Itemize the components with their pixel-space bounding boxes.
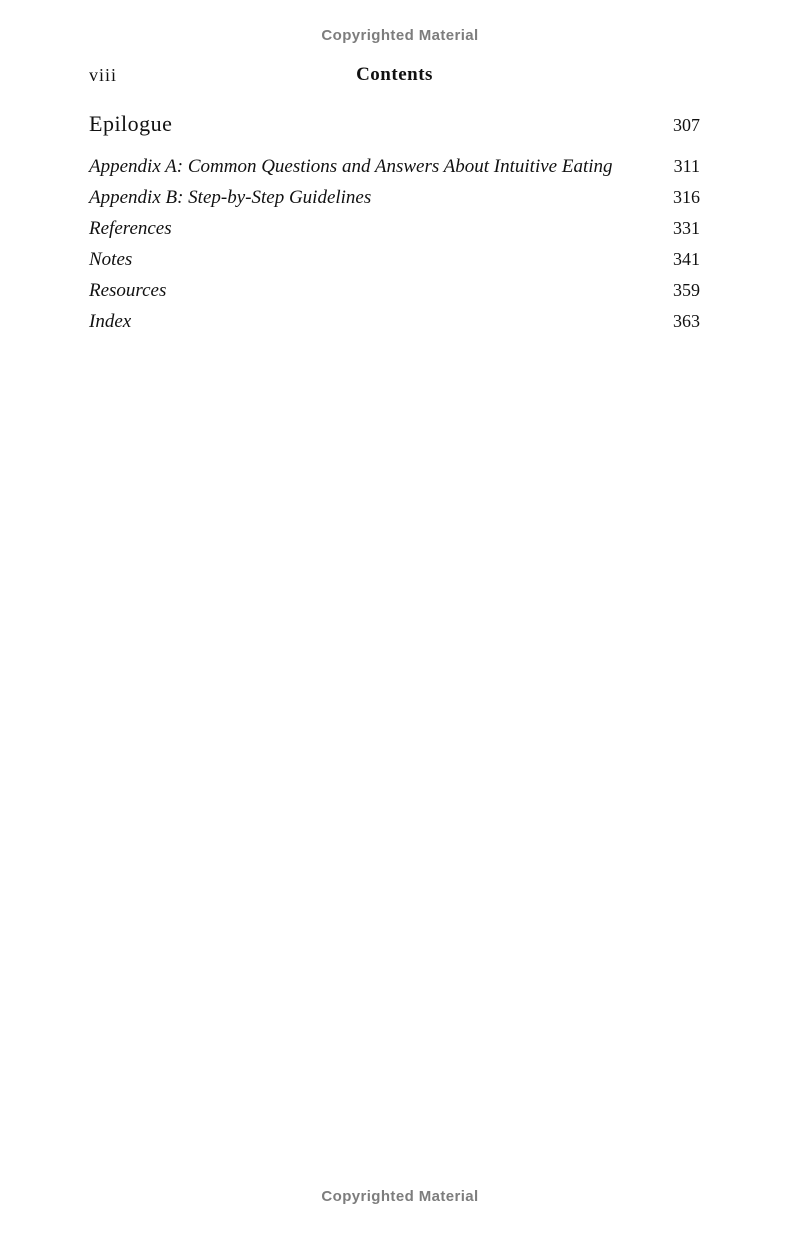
toc-entry-title: Epilogue xyxy=(89,111,173,136)
toc-entry-title: Notes xyxy=(89,249,133,270)
copyright-banner-bottom: Copyrighted Material xyxy=(321,1188,479,1205)
toc-entry-page-number: 316 xyxy=(673,187,700,207)
toc-row-references xyxy=(89,213,700,244)
page-header xyxy=(89,64,700,86)
toc-entry-title: Resources xyxy=(89,280,167,301)
toc-entry-title: Appendix A: Common Questions and Answers About Intuitive Eating xyxy=(89,156,613,177)
toc-entry-page-number: 311 xyxy=(673,156,700,176)
toc-backmatter-list xyxy=(89,151,700,337)
text-block xyxy=(89,0,700,337)
running-head-title: Contents xyxy=(356,64,433,85)
toc-entry-page-number: 341 xyxy=(673,249,700,269)
toc-entry-page-number: 307 xyxy=(673,115,700,135)
toc-entry-page-number: 363 xyxy=(673,311,700,331)
toc-entry-page-number: 331 xyxy=(673,218,700,238)
toc-row-epilogue xyxy=(89,110,700,139)
toc-row-index xyxy=(89,306,700,337)
toc-row-notes xyxy=(89,244,700,275)
copyright-banner-top: Copyrighted Material xyxy=(321,27,479,44)
toc-row-appendix-a xyxy=(89,151,700,182)
folio-page-number: viii xyxy=(89,65,118,85)
toc-entry-title: Appendix B: Step-by-Step Guidelines xyxy=(89,187,372,208)
toc-entry-title: References xyxy=(89,218,172,239)
toc-entry-page-number: 359 xyxy=(673,280,700,300)
toc-row-appendix-b xyxy=(89,182,700,213)
toc-row-resources xyxy=(89,275,700,306)
toc-entry-title: Index xyxy=(89,311,132,332)
